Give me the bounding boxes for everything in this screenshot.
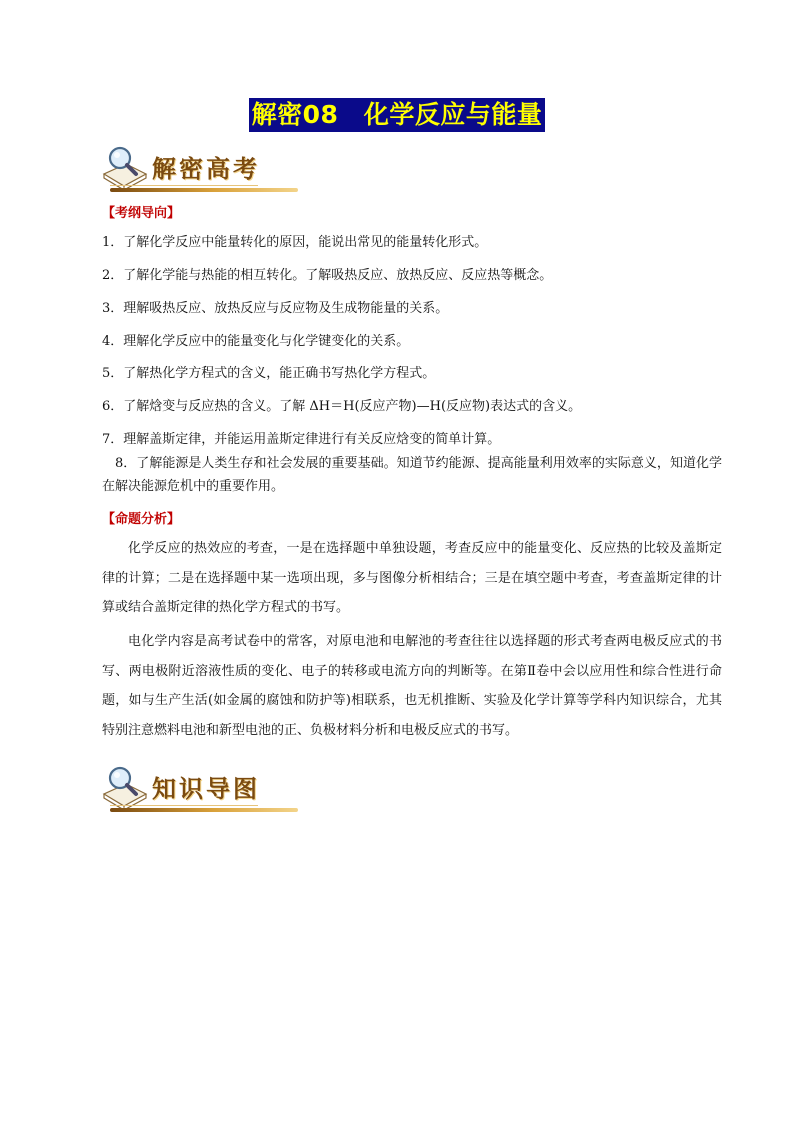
outline-item-4: 4．理解化学反应中的能量变化与化学键变化的关系。 bbox=[102, 334, 410, 349]
outline-item-8: 8．了解能源是人类生存和社会发展的重要基础。知道节约能源、提高能量利用效率的实际意义，知道化学在解决能源危机中的重要作用。 bbox=[102, 456, 722, 494]
outline-item-2: 2．了解化学能与热能的相互转化。了解吸热反应、放热反应、反应热等概念。 bbox=[102, 268, 553, 283]
outline-item-1: 1．了解化学反应中能量转化的原因，能说出常见的能量转化形式。 bbox=[102, 235, 488, 250]
page-title: 解密08 化学反应与能量 bbox=[249, 98, 546, 132]
section-banner-knowledge-map bbox=[98, 766, 298, 812]
banner-underline-thin bbox=[110, 185, 258, 186]
outline-item-5: 5．了解热化学方程式的含义，能正确书写热化学方程式。 bbox=[102, 366, 436, 381]
banner-underline bbox=[110, 188, 298, 192]
analysis-paragraph-1: 化学反应的热效应的考查，一是在选择题中单独设题，考查反应中的能量变化、反应热的比较及盖斯定律的计算；二是在选择题中某一选项出现，多与图像分析相结合；三是在填空题中考查，考查盖斯定律的计算或结合盖斯定律的热化学方程式的书写。 bbox=[102, 541, 722, 615]
banner-underline bbox=[110, 808, 298, 812]
banner-label: 知识导图 bbox=[152, 774, 260, 803]
outline-item-7: 7．理解盖斯定律，并能运用盖斯定律进行有关反应焓变的简单计算。 bbox=[102, 432, 501, 447]
banner-label: 解密高考 bbox=[152, 154, 260, 183]
analysis-paragraph-2: 电化学内容是高考试卷中的常客，对原电池和电解池的考查往往以选择题的形式考查两电极反应式的书写、两电极附近溶液性质的变化、电子的转移或电流方向的判断等。在第Ⅱ卷中会以应用性和综合性进行命题，如与生产生活(如金属的腐蚀和防护等)相联系，也无机推断、实验及化学计算等学科内知识综合，尤其特别注意燃料电池和新型电池的正、负极材料分析和电极反应式的书写。 bbox=[102, 634, 722, 738]
section-banner-exam bbox=[98, 146, 298, 192]
outline-item-6: 6．了解焓变与反应热的含义。了解 ΔH＝H(反应产物)—H(反应物)表达式的含义。 bbox=[102, 399, 582, 414]
outline-item-3: 3．理解吸热反应、放热反应与反应物及生成物能量的关系。 bbox=[102, 301, 449, 316]
section-tag-outline: 【考纲导向】 bbox=[102, 206, 181, 221]
page-title-wrap bbox=[0, 98, 794, 132]
banner-underline-thin bbox=[110, 805, 258, 806]
section-tag-analysis: 【命题分析】 bbox=[102, 512, 181, 527]
